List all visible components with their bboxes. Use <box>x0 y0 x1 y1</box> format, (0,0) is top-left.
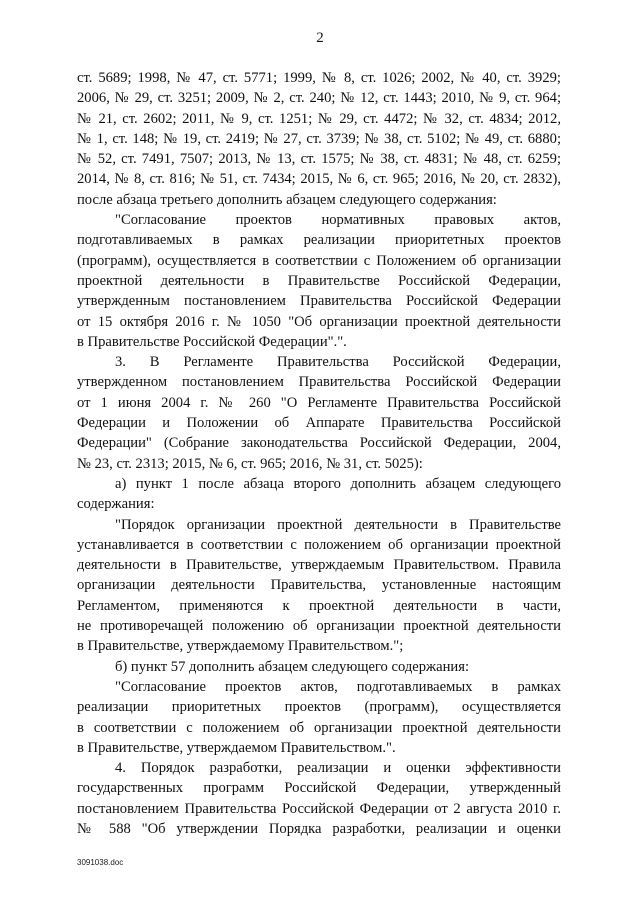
text-line: "Согласование проектов нормативных правовых актов, <box>115 212 561 229</box>
text-line: не противоречащей положению об организации проектной деятельности <box>77 618 561 635</box>
text-line: от 1 июня 2004 г. № 260 "О Регламенте Правительства Российской <box>77 394 561 411</box>
document-file-code: 3091038.doc <box>77 858 124 867</box>
text-line: Федерации и Положении об Аппарате Правительства Российской <box>77 415 561 432</box>
text-line: № 21, ст. 2602; 2011, № 9, ст. 1251; № 29, ст. 4472; № 32, ст. 4834; 2012, <box>77 110 561 127</box>
text-line: (программ), осуществляется в соответствии с Положением об организации <box>77 252 561 269</box>
text-line: 2006, № 29, ст. 3251; 2009, № 2, ст. 240; № 12, ст. 1443; 2010, № 9, ст. 964; <box>77 90 561 107</box>
text-line: Федерации" (Собрание законодательства Российской Федерации, 2004, <box>77 435 561 452</box>
document-body <box>77 68 561 839</box>
text-line: реализации приоритетных проектов (программ), осуществляется <box>77 699 561 716</box>
text-line: постановлением Правительства Российской Федерации от 2 августа 2010 г. <box>77 800 561 817</box>
text-line: проектной деятельности в Правительстве Российской Федерации, <box>77 272 561 289</box>
text-line: ст. 5689; 1998, № 47, ст. 5771; 1999, № 8, ст. 1026; 2002, № 40, ст. 3929; <box>77 70 561 86</box>
text-line: в Правительстве, утверждаемом Правительством.". <box>77 739 396 756</box>
text-line: утвержденном постановлением Правительства Российской Федерации <box>77 374 561 391</box>
text-line: № 52, ст. 7491, 7507; 2013, № 13, ст. 1575; № 38, ст. 4831; № 48, ст. 6259; <box>77 151 561 168</box>
text-line: от 15 октября 2016 г. № 1050 "Об организации проектной деятельности <box>77 313 561 330</box>
text-line: № 23, ст. 2313; 2015, № 6, ст. 965; 2016, № 31, ст. 5025): <box>77 455 423 472</box>
text-line: № 1, ст. 148; № 19, ст. 2419; № 27, ст. 3739; № 38, ст. 5102; № 49, ст. 6880; <box>77 130 561 147</box>
text-line: 3. В Регламенте Правительства Российской Федерации, <box>115 354 561 371</box>
text-line: устанавливается в соответствии с положением об организации проектной <box>77 536 561 553</box>
text-line: организации деятельности Правительства, установленные настоящим <box>77 577 561 594</box>
text-line: 2014, № 8, ст. 816; № 51, ст. 7434; 2015, № 6, ст. 965; 2016, № 20, ст. 2832), <box>77 171 561 188</box>
text-line: в Правительстве, утверждаемому Правительством."; <box>77 638 404 655</box>
text-line: а) пункт 1 после абзаца второго дополнить абзацем следующего <box>115 475 561 492</box>
page-number: 2 <box>316 30 324 46</box>
text-line: подготавливаемых в рамках реализации приоритетных проектов <box>77 232 561 249</box>
text-line: "Порядок организации проектной деятельности в Правительстве <box>115 516 561 533</box>
text-line: утвержденным постановлением Правительства Российской Федерации <box>77 293 561 310</box>
text-line: государственных программ Российской Федерации, утвержденный <box>77 780 561 797</box>
text-line: б) пункт 57 дополнить абзацем следующего содержания: <box>115 658 470 675</box>
text-line: 4. Порядок разработки, реализации и оценки эффективности <box>115 760 561 777</box>
text-line: "Согласование проектов актов, подготавливаемых в рамках <box>115 678 561 695</box>
text-line: № 588 "Об утверждении Порядка разработки, реализации и оценки <box>77 820 561 837</box>
text-line: деятельности в Правительстве, утверждаемым Правительством. Правила <box>77 557 561 574</box>
text-line: в соответствии с положением об организации проектной деятельности <box>77 719 561 736</box>
text-line: после абзаца третьего дополнить абзацем следующего содержания: <box>77 191 497 208</box>
text-line: в Правительстве Российской Федерации".". <box>77 333 347 350</box>
text-line: Регламентом, применяются к проектной деятельности в части, <box>77 597 561 614</box>
text-line: содержания: <box>77 496 155 513</box>
